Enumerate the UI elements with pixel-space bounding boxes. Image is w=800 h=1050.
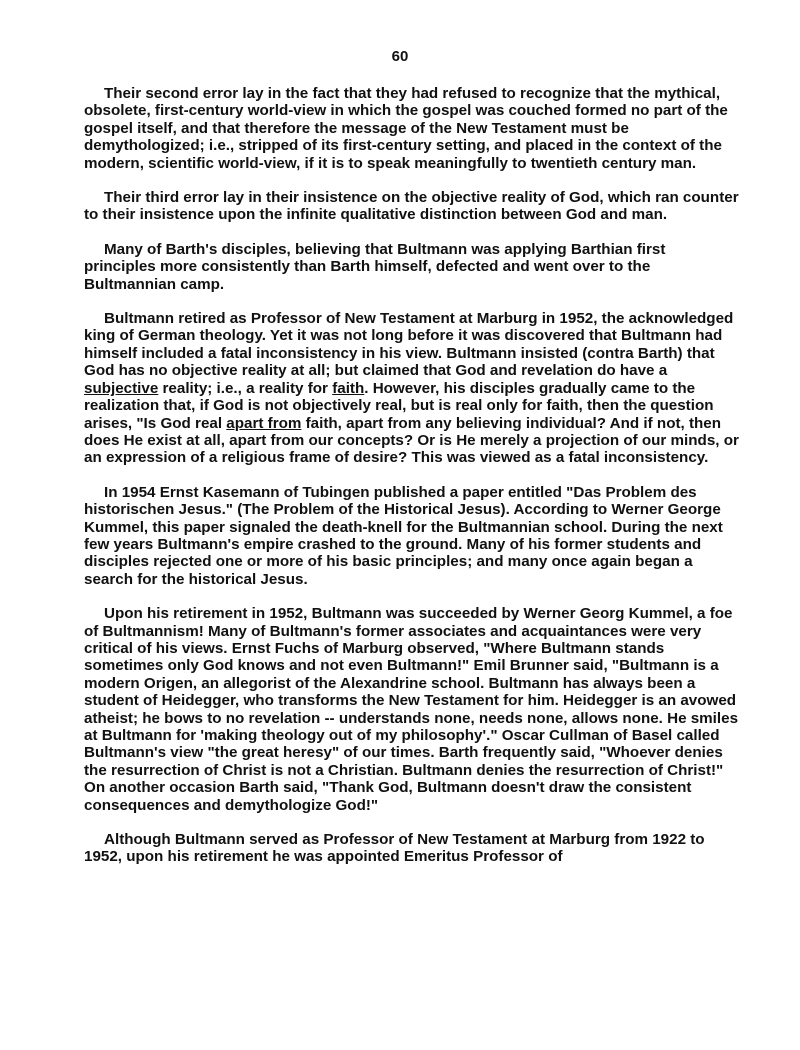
paragraph-emeritus: Although Bultmann served as Professor of New Testament at Marburg from 1922 to 1952, upon his retirement he was appointed Emeritus Professor of: [84, 831, 705, 866]
page-number: 60: [391, 48, 409, 65]
paragraph-second-error: Their second error lay in the fact that they had refused to recognize that the mythical, obsolete, first-century world-view in which the gospel was couched formed no part of the gospel itself, and that therefore the message of the New Testament must be demythologized; i.e., stripped of its first-century setting, and placed in the context of the modern, scientific world-view, if it is to speak meaningfully to twentieth century man.: [84, 85, 728, 172]
paragraph-text-run: Bultmann retired as Professor of New Testament at Marburg in 1952, the acknowledged king of German theology. Yet it was not long before it was discovered that Bultmann had himself included a fatal inconsistency in his view. Bultmann insisted (contra Barth) that God has no objective reality at all; but claimed that God and revelation do have a: [84, 310, 734, 380]
underlined-phrase-apart-from: apart from: [226, 414, 302, 432]
paragraph-bultmann-retired: [84, 310, 740, 467]
text-body: [84, 85, 740, 866]
paragraph-third-error: Their third error lay in their insistence on the objective reality of God, which ran counter to their insistence upon the infinite qualitative distinction between God and man.: [84, 189, 739, 224]
paragraph-text-run: faith, apart from any believing individual? And if not, then does He exist at all, apart from our concepts? Or is He merely a projection of our minds, or an expression of a religious frame of desire? This was viewed as a fatal inconsistency.: [84, 414, 739, 467]
paragraph-text-run: . However, his disciples gradually came to the realization that, if God is not objectively real, but is real only for faith, then the question arises, "Is God real: [84, 379, 714, 432]
underlined-word-subjective: subjective: [84, 379, 159, 397]
paragraph-text-run: reality; i.e., a reality for: [158, 379, 333, 397]
paragraph-retirement-critics: Upon his retirement in 1952, Bultmann was succeeded by Werner Georg Kummel, a foe of Bultmannism! Many of Bultmann's former associates and acquaintances were very critical of his views. Ernst Fuchs of Marburg observed, "Where Bultmann stands sometimes only God knows and not even Bultmann!" Emil Brunner said, "Bultmann is a modern Origen, an allegorist of the Alexandrine school. Bultmann has always been a student of Heidegger, who transforms the New Testament for him. Heidegger is an avowed atheist; he bows to no revelation -- understands none, needs none, allows none. He smiles at Bultmann for 'making theology out of my philosophy'." Oscar Cullman of Basel called Bultmann's view "the great heresy" of our times. Barth frequently said, "Whoever denies the resurrection of Christ is not a Christian. Bultmann denies the resurrection of Christ!" On another occasion Barth said, "Thank God, Bultmann doesn't draw the consistent consequences and demythologize God!": [84, 605, 739, 814]
underlined-word-faith: faith: [332, 379, 365, 397]
paragraph-kasemann-1954: In 1954 Ernst Kasemann of Tubingen published a paper entitled "Das Problem des historischen Jesus." (The Problem of the Historical Jesus). According to Werner George Kummel, this paper signaled the death-knell for the Bultmannian school. During the next few years Bultmann's empire crashed to the ground. Many of his former students and disciples rejected one or more of his basic principles; and many once again began a search for the historical Jesus.: [84, 483, 723, 588]
paragraph-barth-disciples: Many of Barth's disciples, believing that Bultmann was applying Barthian first principles more consistently than Barth himself, defected and went over to the Bultmannian camp.: [84, 240, 666, 293]
